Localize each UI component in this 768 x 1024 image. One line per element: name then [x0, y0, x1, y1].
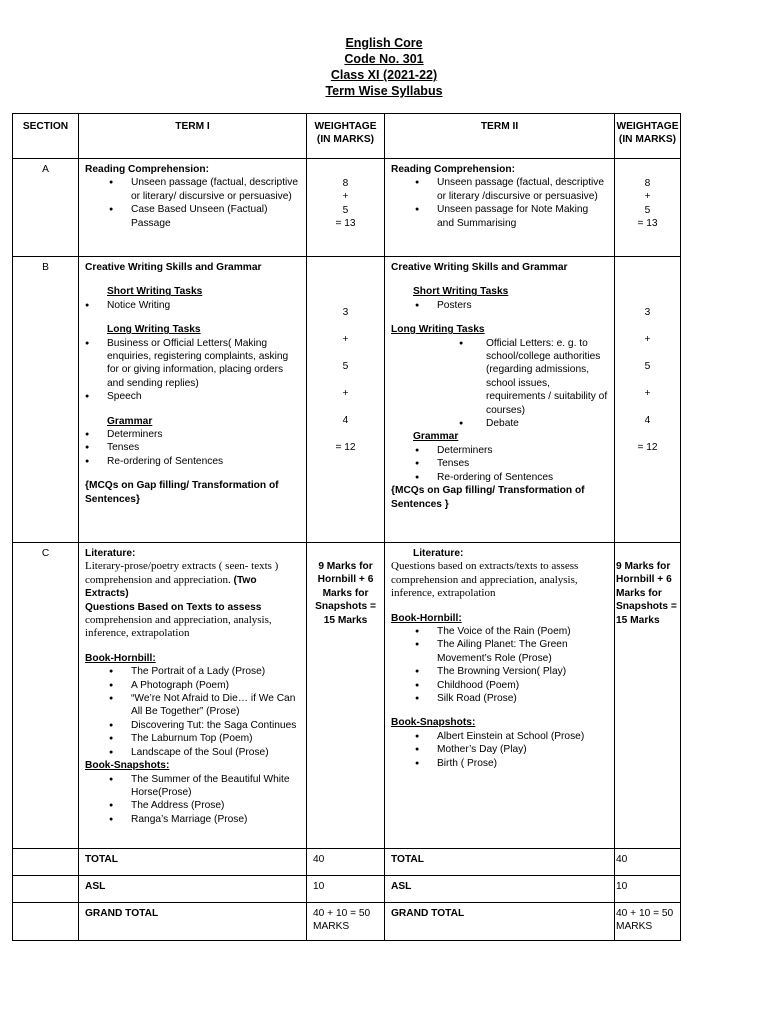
- list-item: ● The Ailing Planet: The Green Movement’s Role (Prose): [391, 638, 608, 665]
- list-item: ● Speech: [85, 390, 300, 403]
- document-header: [0, 35, 768, 99]
- section-a-weightage2: 8 + 5 = 13: [615, 159, 681, 257]
- code-number: Code No. 301: [344, 52, 424, 66]
- section-a-row: [13, 159, 681, 257]
- list-item: ● Childhood (Poem): [391, 679, 608, 692]
- list-item: ● Determiners: [391, 444, 608, 457]
- class-year: Class XI (2021-22): [330, 68, 438, 82]
- asl-row: ASL 10 ASL 10: [13, 876, 681, 903]
- list-item: ● Posters: [391, 299, 608, 312]
- section-b-row: [13, 257, 681, 543]
- section-a-term1: Reading Comprehension: ● Unseen passage (factual, descriptive or literary/ discursive or persuasive) ● Case Based Unseen (Factual) Passage: [79, 159, 307, 257]
- col-term1: TERM I: [79, 114, 307, 159]
- list-item: ● Determiners: [85, 428, 300, 441]
- list-item: ● Albert Einstein at School (Prose): [391, 730, 608, 743]
- list-item: ● Unseen passage (factual, descriptive or literary/ discursive or persuasive): [85, 176, 300, 203]
- section-b-term1: Creative Writing Skills and Grammar Short Writing Tasks ● Notice Writing Long Writing Tasks ● Business or Official Letters( Making enquiries, registering complaints, asking for or giving information, placing orders and sending replies) ● Speech Grammar ● Determiners ● Tenses ● Re-ordering of Sentences {MCQs on Gap filling/ Transformation of Sentences}: [79, 257, 307, 543]
- list-item: ● The Summer of the Beautiful White Horse(Prose): [85, 773, 300, 800]
- list-item: ● Landscape of the Soul (Prose): [85, 746, 300, 759]
- list-item: ● Business or Official Letters( Making enquiries, registering complaints, asking for or giving information, placing orders and sending replies): [85, 337, 300, 391]
- section-b-weightage2: 3 + 5 + 4 = 12: [615, 257, 681, 543]
- list-item: ● Debate: [391, 417, 608, 430]
- list-item: ● “We’re Not Afraid to Die… if We Can All Be Together” (Prose): [85, 692, 300, 719]
- list-item: ● The Laburnum Top (Poem): [85, 732, 300, 745]
- list-item: ● A Photograph (Poem): [85, 679, 300, 692]
- section-a-weightage1: 8 + 5 = 13: [307, 159, 385, 257]
- list-item: ● Mother’s Day (Play): [391, 743, 608, 756]
- list-item: ● The Address (Prose): [85, 799, 300, 812]
- section-c-weightage1: 9 Marks for Hornbill + 6 Marks for Snapshots = 15 Marks: [307, 543, 385, 849]
- col-section: SECTION: [13, 114, 79, 159]
- list-item: ● The Browning Version( Play): [391, 665, 608, 678]
- list-item: ● Tenses: [85, 441, 300, 454]
- list-item: ● Unseen passage for Note Making and Summarising: [391, 203, 608, 230]
- list-item: ● Case Based Unseen (Factual) Passage: [85, 203, 300, 230]
- list-item: ● Official Letters: e. g. to school/college authorities (regarding admissions, school issues, requirements / suitability of courses): [391, 337, 608, 417]
- section-c-term2: Literature: Questions based on extracts/texts to assess comprehension and appreciation, analysis, inference, extrapolation Book-Hornbill: ● The Voice of the Rain (Poem) ● The Ailing Planet: The Green Movement’s Role (Prose) ● The Browning Version( Play) ● Childhood (Poem) ● Silk Road (Prose) Book-Snapshots: ● Albert Einstein at School (Prose) ● Mother’s Day (Play) ● Birth ( Prose): [385, 543, 615, 849]
- section-a-term2: Reading Comprehension: ● Unseen passage (factual, descriptive or literary /discursive or persuasive) ● Unseen passage for Note Making and Summarising: [385, 159, 615, 257]
- section-label: A: [13, 159, 79, 257]
- section-label: B: [13, 257, 79, 543]
- section-b-weightage1: 3 + 5 + 4 = 12: [307, 257, 385, 543]
- section-c-term1: Literature: Literary-prose/poetry extracts ( seen- texts ) comprehension and appreciation. (Two Extracts) Questions Based on Texts to assess comprehension and appreciation, analysis, inference, extrapolation Book-Hornbill: ● The Portrait of a Lady (Prose) ● A Photograph (Poem) ● “We’re Not Afraid to Die… if We Can All Be Together” (Prose) ● Discovering Tut: the Saga Continues ● The Laburnum Top (Poem) ● Landscape of the Soul (Prose) Book-Snapshots: ● The Summer of the Beautiful White Horse(Prose) ● The Address (Prose) ● Ranga’s Marriage (Prose): [79, 543, 307, 849]
- col-weightage1: WEIGHTAGE (IN MARKS): [307, 114, 385, 159]
- total-row: TOTAL 40 TOTAL 40: [13, 849, 681, 876]
- section-c-weightage2: 9 Marks for Hornbill + 6 Marks for Snapshots = 15 Marks: [615, 543, 681, 849]
- list-item: ● Tenses: [391, 457, 608, 470]
- list-item: ● The Portrait of a Lady (Prose): [85, 665, 300, 678]
- subject-title: English Core: [345, 36, 423, 50]
- list-item: ● Unseen passage (factual, descriptive or literary /discursive or persuasive): [391, 176, 608, 203]
- col-term2: TERM II: [385, 114, 615, 159]
- list-item: ● Birth ( Prose): [391, 757, 608, 770]
- section-label: C: [13, 543, 79, 849]
- list-item: ● Discovering Tut: the Saga Continues: [85, 719, 300, 732]
- list-item: ● Re-ordering of Sentences: [85, 455, 300, 468]
- list-item: ● Notice Writing: [85, 299, 300, 312]
- grand-total-row: GRAND TOTAL 40 + 10 = 50 MARKS GRAND TOTAL 40 + 10 = 50 MARKS: [13, 903, 681, 941]
- section-a-term1-list: [85, 176, 300, 230]
- section-b-term2: Creative Writing Skills and Grammar Short Writing Tasks ● Posters Long Writing Tasks ● Official Letters: e. g. to school/college authorities (regarding admissions, school issues, requirements / suitability of courses) ● Debate Grammar ● Determiners ● Tenses ● Re-ordering of Sentences {MCQs on Gap filling/ Transformation of Sentences }: [385, 257, 615, 543]
- syllabus-title: Term Wise Syllabus: [325, 84, 443, 98]
- section-c-row: [13, 543, 681, 849]
- list-item: ● The Voice of the Rain (Poem): [391, 625, 608, 638]
- list-item: ● Ranga’s Marriage (Prose): [85, 813, 300, 826]
- list-item: ● Re-ordering of Sentences: [391, 471, 608, 484]
- syllabus-table: [12, 113, 681, 941]
- section-a-term2-list: [391, 176, 608, 230]
- table-header-row: [13, 114, 681, 159]
- col-weightage2: WEIGHTAGE (IN MARKS): [615, 114, 681, 159]
- list-item: ● Silk Road (Prose): [391, 692, 608, 705]
